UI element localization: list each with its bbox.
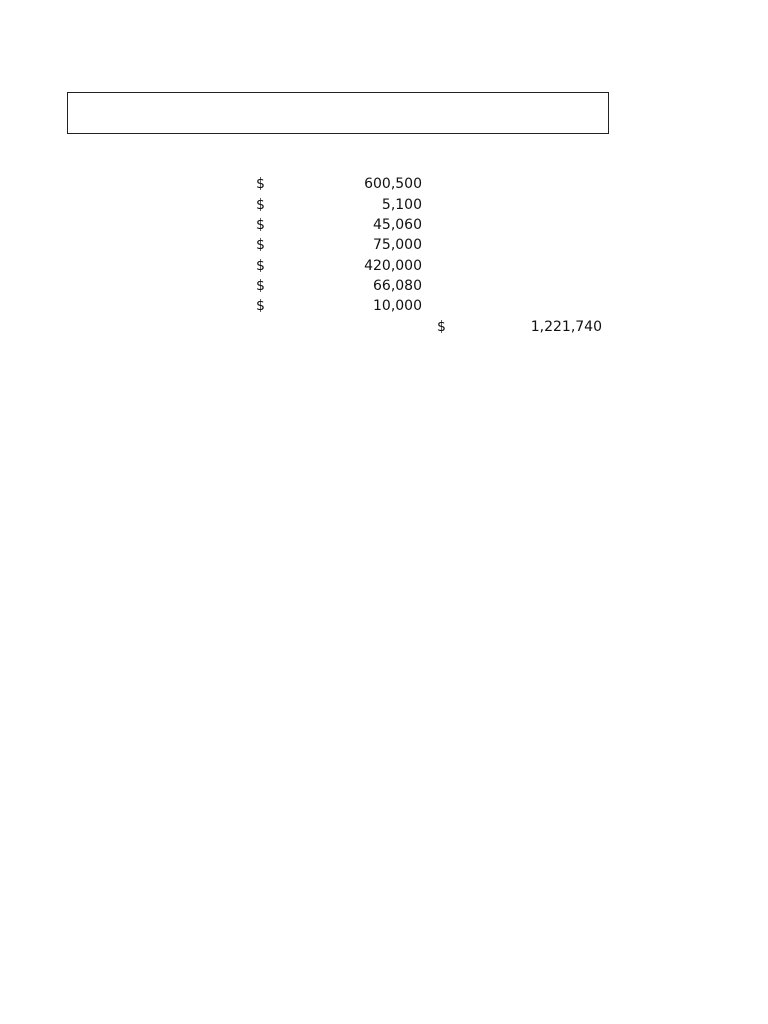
report-title-box [67,92,609,134]
item-amount: 75,000 [373,237,422,253]
currency-symbol: $ [256,197,265,213]
item-amount: 600,500 [364,176,422,192]
item-amount: 420,000 [364,258,422,274]
currency-symbol: $ [256,258,265,274]
currency-symbol: $ [256,176,265,192]
currency-symbol: $ [256,217,265,233]
item-amount: 10,000 [373,298,422,314]
item-amount: 45,060 [373,217,422,233]
total-currency-symbol: $ [437,319,446,335]
item-amount: 5,100 [381,197,422,213]
currency-symbol: $ [256,278,265,294]
currency-symbol: $ [256,237,265,253]
total-amount: 1,221,740 [530,319,602,335]
currency-symbol: $ [256,298,265,314]
item-amount: 66,080 [373,278,422,294]
